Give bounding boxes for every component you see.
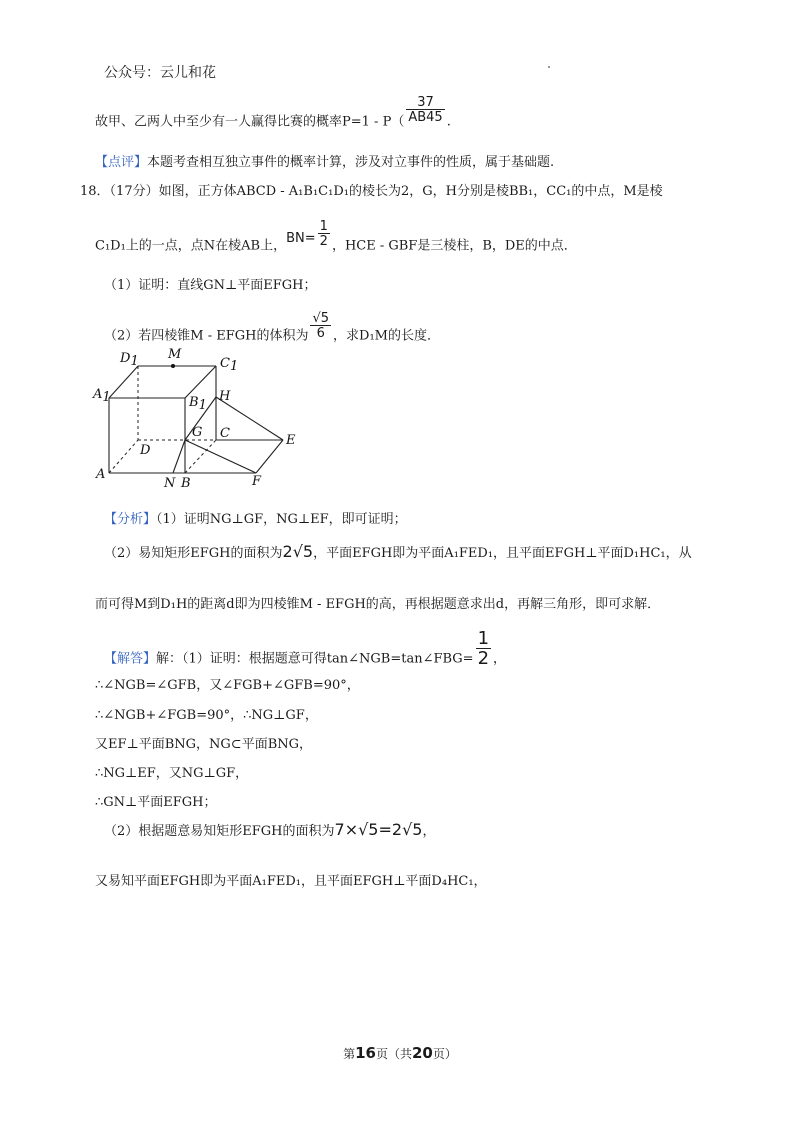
probability-end: . xyxy=(446,114,451,130)
edge-b1c1 xyxy=(185,366,216,398)
label-f: F xyxy=(252,474,262,489)
cube-figure xyxy=(90,340,310,490)
analysis-tag: 【分析】 xyxy=(104,512,157,527)
q18-line2 xyxy=(95,219,577,260)
page-footer xyxy=(0,1044,800,1062)
area-value: 2√5 xyxy=(282,542,314,561)
footer-pre: 第 xyxy=(343,1047,356,1061)
point-m xyxy=(171,364,175,368)
label-a1: A1 xyxy=(93,387,111,405)
solution-line2: ∴∠NGB=∠GFB，又∠FGB+∠GFB=90°， xyxy=(95,678,360,693)
q18-line2b: ，HCE - GBF是三棱柱，B，DE的中点． xyxy=(331,238,577,254)
q18-part2a: （2）若四棱锥M - EFGH的体积为 xyxy=(104,328,309,344)
solution-line1 xyxy=(104,628,507,678)
q18-line2a: C₁D₁上的一点，点N在棱AB上， xyxy=(95,238,287,254)
q18-part2b: ，求D₁M的长度． xyxy=(333,328,440,344)
solution-text1b: ， xyxy=(493,651,507,667)
label-n: N xyxy=(164,476,176,490)
solution-line7 xyxy=(104,820,435,839)
solution-text1a: 解：（1）证明：根据题意可得tan∠NGB=tan∠FBG= xyxy=(156,651,474,667)
volume-fraction xyxy=(310,312,331,340)
hidden-edge-bc xyxy=(185,440,216,473)
label-c: C xyxy=(220,426,230,441)
probability-text: 故甲、乙两人中至少有一人赢得比赛的概率P=1 - P（ xyxy=(95,114,405,130)
area-expression: 7×√5=2√5 xyxy=(334,820,423,839)
tan-denominator: 2 xyxy=(477,648,490,669)
volume-denominator: 6 xyxy=(310,325,331,340)
analysis-text1: （1）证明NG⊥GF，NG⊥EF，即可证明； xyxy=(156,512,407,527)
analysis-text2a: （2）易知矩形EFGH的面积为 xyxy=(104,546,283,561)
footer-post: 页） xyxy=(432,1047,457,1061)
bn-fraction xyxy=(318,220,330,248)
label-a: A xyxy=(96,467,106,482)
solution-line4: 又EF⊥平面BNG，NG⊂平面BNG， xyxy=(95,737,313,752)
stray-dot xyxy=(548,66,550,68)
q18-part1: （1）证明：直线GN⊥平面EFGH； xyxy=(104,278,317,293)
tan-fraction xyxy=(476,630,491,668)
solution-line3: ∴∠NGB+∠FGB=90°，∴NG⊥GF， xyxy=(95,708,318,723)
volume-numerator: √5 xyxy=(312,311,330,326)
footer-mid: 页（共 xyxy=(375,1047,412,1061)
bn-label: BN= xyxy=(286,230,316,246)
bn-denominator: 2 xyxy=(319,234,328,249)
fraction-numerator: 37 xyxy=(417,95,434,110)
label-e: E xyxy=(286,433,296,448)
label-d: D xyxy=(140,443,151,458)
review-tag: 【点评】 xyxy=(95,155,148,170)
account-header: 公众号：云儿和花 xyxy=(104,65,216,81)
label-b: B xyxy=(181,476,191,490)
analysis-line3: 而可得M到D₁H的距离d即为四棱锥M - EFGH的高，再根据题意求出d，再解三角形，即可求解． xyxy=(95,597,661,612)
bn-numerator: 1 xyxy=(319,219,328,234)
solution-line5: ∴NG⊥EF，又NG⊥GF， xyxy=(95,766,249,781)
hidden-edge-ad xyxy=(109,440,138,473)
solution-tag: 【解答】 xyxy=(104,651,157,667)
edge-fe xyxy=(256,440,283,473)
probability-line xyxy=(95,95,451,136)
tan-numerator: 1 xyxy=(477,628,490,649)
fraction-denominator: AB45 xyxy=(408,110,443,125)
label-d1: D1 xyxy=(120,351,139,369)
footer-total-pages: 20 xyxy=(412,1044,433,1062)
review-line xyxy=(95,151,554,170)
solution-text7b: ， xyxy=(422,824,436,839)
edge-gn xyxy=(173,440,185,473)
label-g: G xyxy=(192,425,203,440)
review-text: 本题考查相互独立事件的概率计算，涉及对立事件的性质，属于基础题. xyxy=(147,155,555,170)
solution-text7a: （2）根据题意易知矩形EFGH的面积为 xyxy=(104,824,335,839)
label-c1: C1 xyxy=(220,356,239,374)
label-m: M xyxy=(168,347,182,362)
edge-gf xyxy=(185,440,256,473)
edge-a1d1 xyxy=(109,366,138,398)
analysis-line2 xyxy=(104,542,692,561)
probability-fraction xyxy=(406,96,444,124)
solution-line6: ∴GN⊥平面EFGH； xyxy=(95,795,217,810)
solution-line8: 又易知平面EFGH即为平面A₁FED₁，且平面EFGH⊥平面D₄HC₁， xyxy=(95,874,487,889)
analysis-text2b: ，平面EFGH即为平面A₁FED₁，且平面EFGH⊥平面D₁HC₁，从 xyxy=(313,546,692,561)
footer-page-number: 16 xyxy=(355,1044,376,1062)
label-b1: B1 xyxy=(189,395,207,413)
label-h: H xyxy=(219,389,231,404)
q18-line1: 18．（17分）如图，正方体ABCD - A₁B₁C₁D₁的棱长为2，G，H分别是棱BB₁，CC₁的中点，M是棱 xyxy=(80,184,663,199)
analysis-line1 xyxy=(104,508,407,527)
